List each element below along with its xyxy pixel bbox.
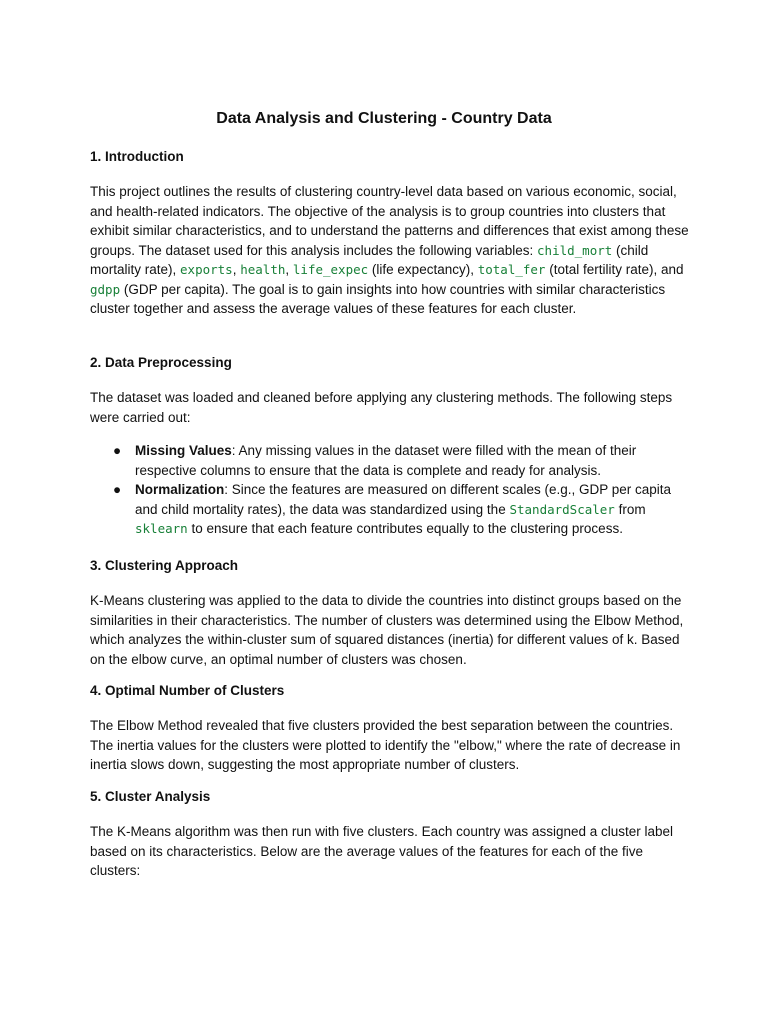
bullet-text-normalization: to ensure that each feature contributes equally to the clustering process. [187, 521, 623, 536]
code-sklearn: sklearn [135, 521, 188, 536]
introduction-text: (child mortality rate), [90, 242, 649, 277]
section-heading-clustering-approach: 3. Clustering Approach [90, 558, 239, 573]
list-item [90, 480, 690, 539]
introduction-text: , [285, 262, 293, 277]
variable-gdpp: gdpp [90, 281, 121, 297]
preprocessing-paragraph: The dataset was loaded and cleaned before applying any clustering methods. The following steps were carried out: [90, 390, 673, 425]
code-standardscaler: StandardScaler [509, 501, 615, 517]
introduction-text: This project outlines the results of clustering country-level data based on various economic, social, and health-related indicators. The objective of the analysis is to group countries into clusters that exhibit similar characteristics, and to understand the patterns and differences that exist among these groups. The dataset used for this analysis includes the following variables: [90, 184, 689, 258]
bullet-label-normalization: Normalization [135, 482, 225, 497]
bullet-icon: ● [113, 443, 122, 458]
variable-child-mort: child_mort [537, 242, 613, 258]
section-heading-cluster-analysis: 5. Cluster Analysis [90, 789, 211, 804]
variable-life-expec: life_expec [292, 262, 369, 277]
introduction-text: (GDP per capita). The goal is to gain insights into how countries with similar characteristics cluster together and assess the average values of these features for each cluster. [90, 281, 666, 316]
preprocessing-bullet-list [90, 441, 690, 539]
list-item [90, 441, 690, 480]
section-heading-preprocessing: 2. Data Preprocessing [90, 355, 232, 370]
variable-exports: exports [180, 262, 233, 277]
bullet-text-normalization: from [614, 501, 646, 517]
introduction-text: (total fertility rate), and [545, 262, 684, 277]
cluster-analysis-paragraph: The K-Means algorithm was then run with five clusters. Each country was assigned a cluster label based on its characteristics. Below are the average values of the features for each of the five clusters: [90, 824, 674, 878]
bullet-text-missing-values: : Any missing values in the dataset were filled with the mean of their respective columns to ensure that the data is complete and ready for analysis. [135, 443, 637, 478]
document-title: Data Analysis and Clustering - Country Data [216, 110, 552, 127]
introduction-paragraph [90, 182, 690, 319]
bullet-icon: ● [113, 482, 122, 497]
clustering-approach-paragraph: K-Means clustering was applied to the data to divide the countries into distinct groups based on the similarities in their characteristics. The number of clusters was determined using the Elbow Method, which analyzes the within-cluster sum of squared distances (inertia) for different values of k. Based on the elbow curve, an optimal number of clusters was chosen. [90, 593, 684, 667]
section-heading-optimal-clusters: 4. Optimal Number of Clusters [90, 683, 285, 698]
introduction-text: , [232, 262, 241, 277]
bullet-label-missing-values: Missing Values [135, 443, 232, 458]
variable-total-fer: total_fer [477, 262, 546, 277]
bullet-text-normalization: : Since the features are measured on different scales (e.g., GDP per capita and child mortality rates), the data was standardized using the [135, 482, 672, 517]
variable-health: health [240, 262, 286, 277]
optimal-clusters-paragraph: The Elbow Method revealed that five clusters provided the best separation between the countries. The inertia values for the clusters were plotted to identify the "elbow," where the rate of decrease in inertia slows down, suggesting the most appropriate number of clusters. [90, 718, 681, 772]
introduction-text: (life expectancy), [368, 262, 478, 277]
section-heading-introduction: 1. Introduction [90, 149, 184, 164]
